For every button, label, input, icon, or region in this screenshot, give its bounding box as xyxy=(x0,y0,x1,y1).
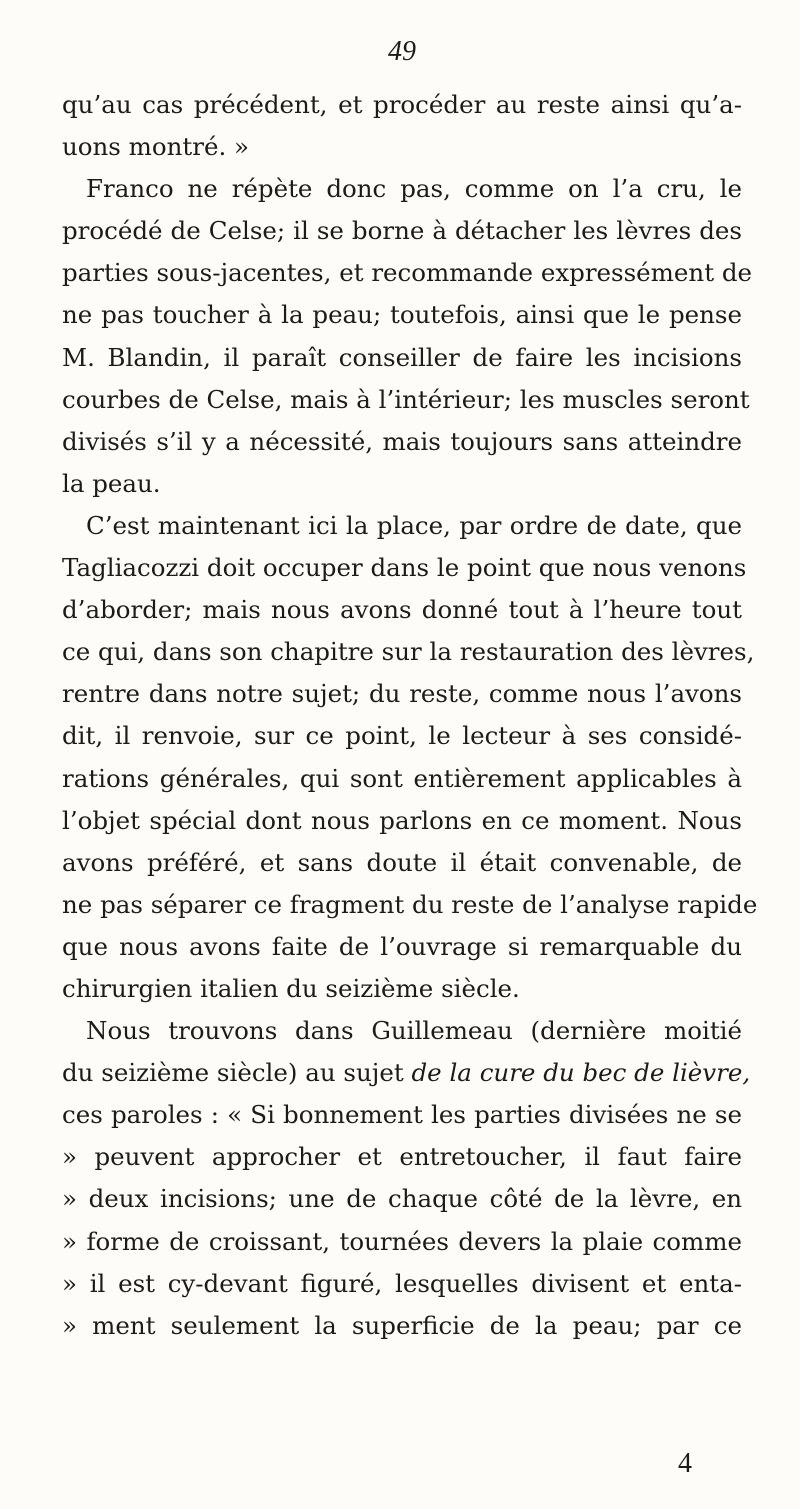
text-line: » ment seulement la superficie de la peau; par ce xyxy=(62,1310,742,1340)
text-line: » il est cy-devant figuré, lesquelles divisent et enta- xyxy=(62,1268,742,1298)
text-line: C’est maintenant ici la place, par ordre de date, que xyxy=(86,510,742,540)
text-line: chirurgien italien du seizième siècle. xyxy=(62,973,520,1003)
text-line: Tagliacozzi doit occuper dans le point que nous venons xyxy=(62,553,747,583)
text-line-with-italic xyxy=(62,1052,751,1094)
body-text xyxy=(62,84,758,1347)
text-line: divisés s’il y a nécessité, mais toujours sans atteindre xyxy=(62,426,742,456)
text-line: ce qui, dans son chapitre sur la restauration des lèvres, xyxy=(62,637,755,667)
text-line: avons préféré, et sans doute il était convenable, de xyxy=(62,847,742,877)
text-line: que nous avons faite de l’ouvrage si remarquable du xyxy=(62,931,742,961)
text-line: ces paroles : « Si bonnement les parties divisées ne se xyxy=(62,1100,742,1130)
text-line: » deux incisions; une de chaque côté de la lèvre, en xyxy=(62,1184,742,1214)
text-line: M. Blandin, il paraît conseiller de faire les incisions xyxy=(62,342,742,372)
italic-title: de la cure du bec de lièvre, xyxy=(411,1058,751,1088)
text-segment: du seizième siècle) au sujet xyxy=(62,1058,404,1088)
text-line: » forme de croissant, tournées devers la plaie comme xyxy=(62,1226,742,1256)
signature-mark: 4 xyxy=(678,1448,692,1479)
text-line: rations générales, qui sont entièrement applicables à xyxy=(62,763,742,793)
text-line: Nous trouvons dans Guillemeau (dernière moitié xyxy=(86,1016,742,1046)
text-line: uons montré. » xyxy=(62,132,250,162)
text-line: d’aborder; mais nous avons donné tout à l’heure tout xyxy=(62,595,742,625)
text-line: Franco ne répète donc pas, comme on l’a cru, le xyxy=(86,174,742,204)
text-line: l’objet spécial dont nous parlons en ce moment. Nous xyxy=(62,805,742,835)
text-line: qu’au cas précédent, et procéder au reste ainsi qu’a- xyxy=(62,90,742,119)
text-line: ne pas toucher à la peau; toutefois, ainsi que le pense xyxy=(62,300,742,330)
text-line: courbes de Celse, mais à l’intérieur; les muscles seront xyxy=(62,384,750,414)
text-line: procédé de Celse; il se borne à détacher les lèvres des xyxy=(62,216,742,246)
page-number: 49 xyxy=(388,36,416,67)
text-line: parties sous-jacentes, et recommande expressément de xyxy=(62,258,753,288)
text-line: rentre dans notre sujet; du reste, comme nous l’avons xyxy=(62,679,742,709)
text-line: la peau. xyxy=(62,468,161,498)
text-line: ne pas séparer ce fragment du reste de l’analyse rapide xyxy=(62,889,758,919)
text-line: dit, il renvoie, sur ce point, le lecteur à ses considé- xyxy=(62,721,742,751)
text-line: » peuvent approcher et entretoucher, il faut faire xyxy=(62,1142,742,1172)
